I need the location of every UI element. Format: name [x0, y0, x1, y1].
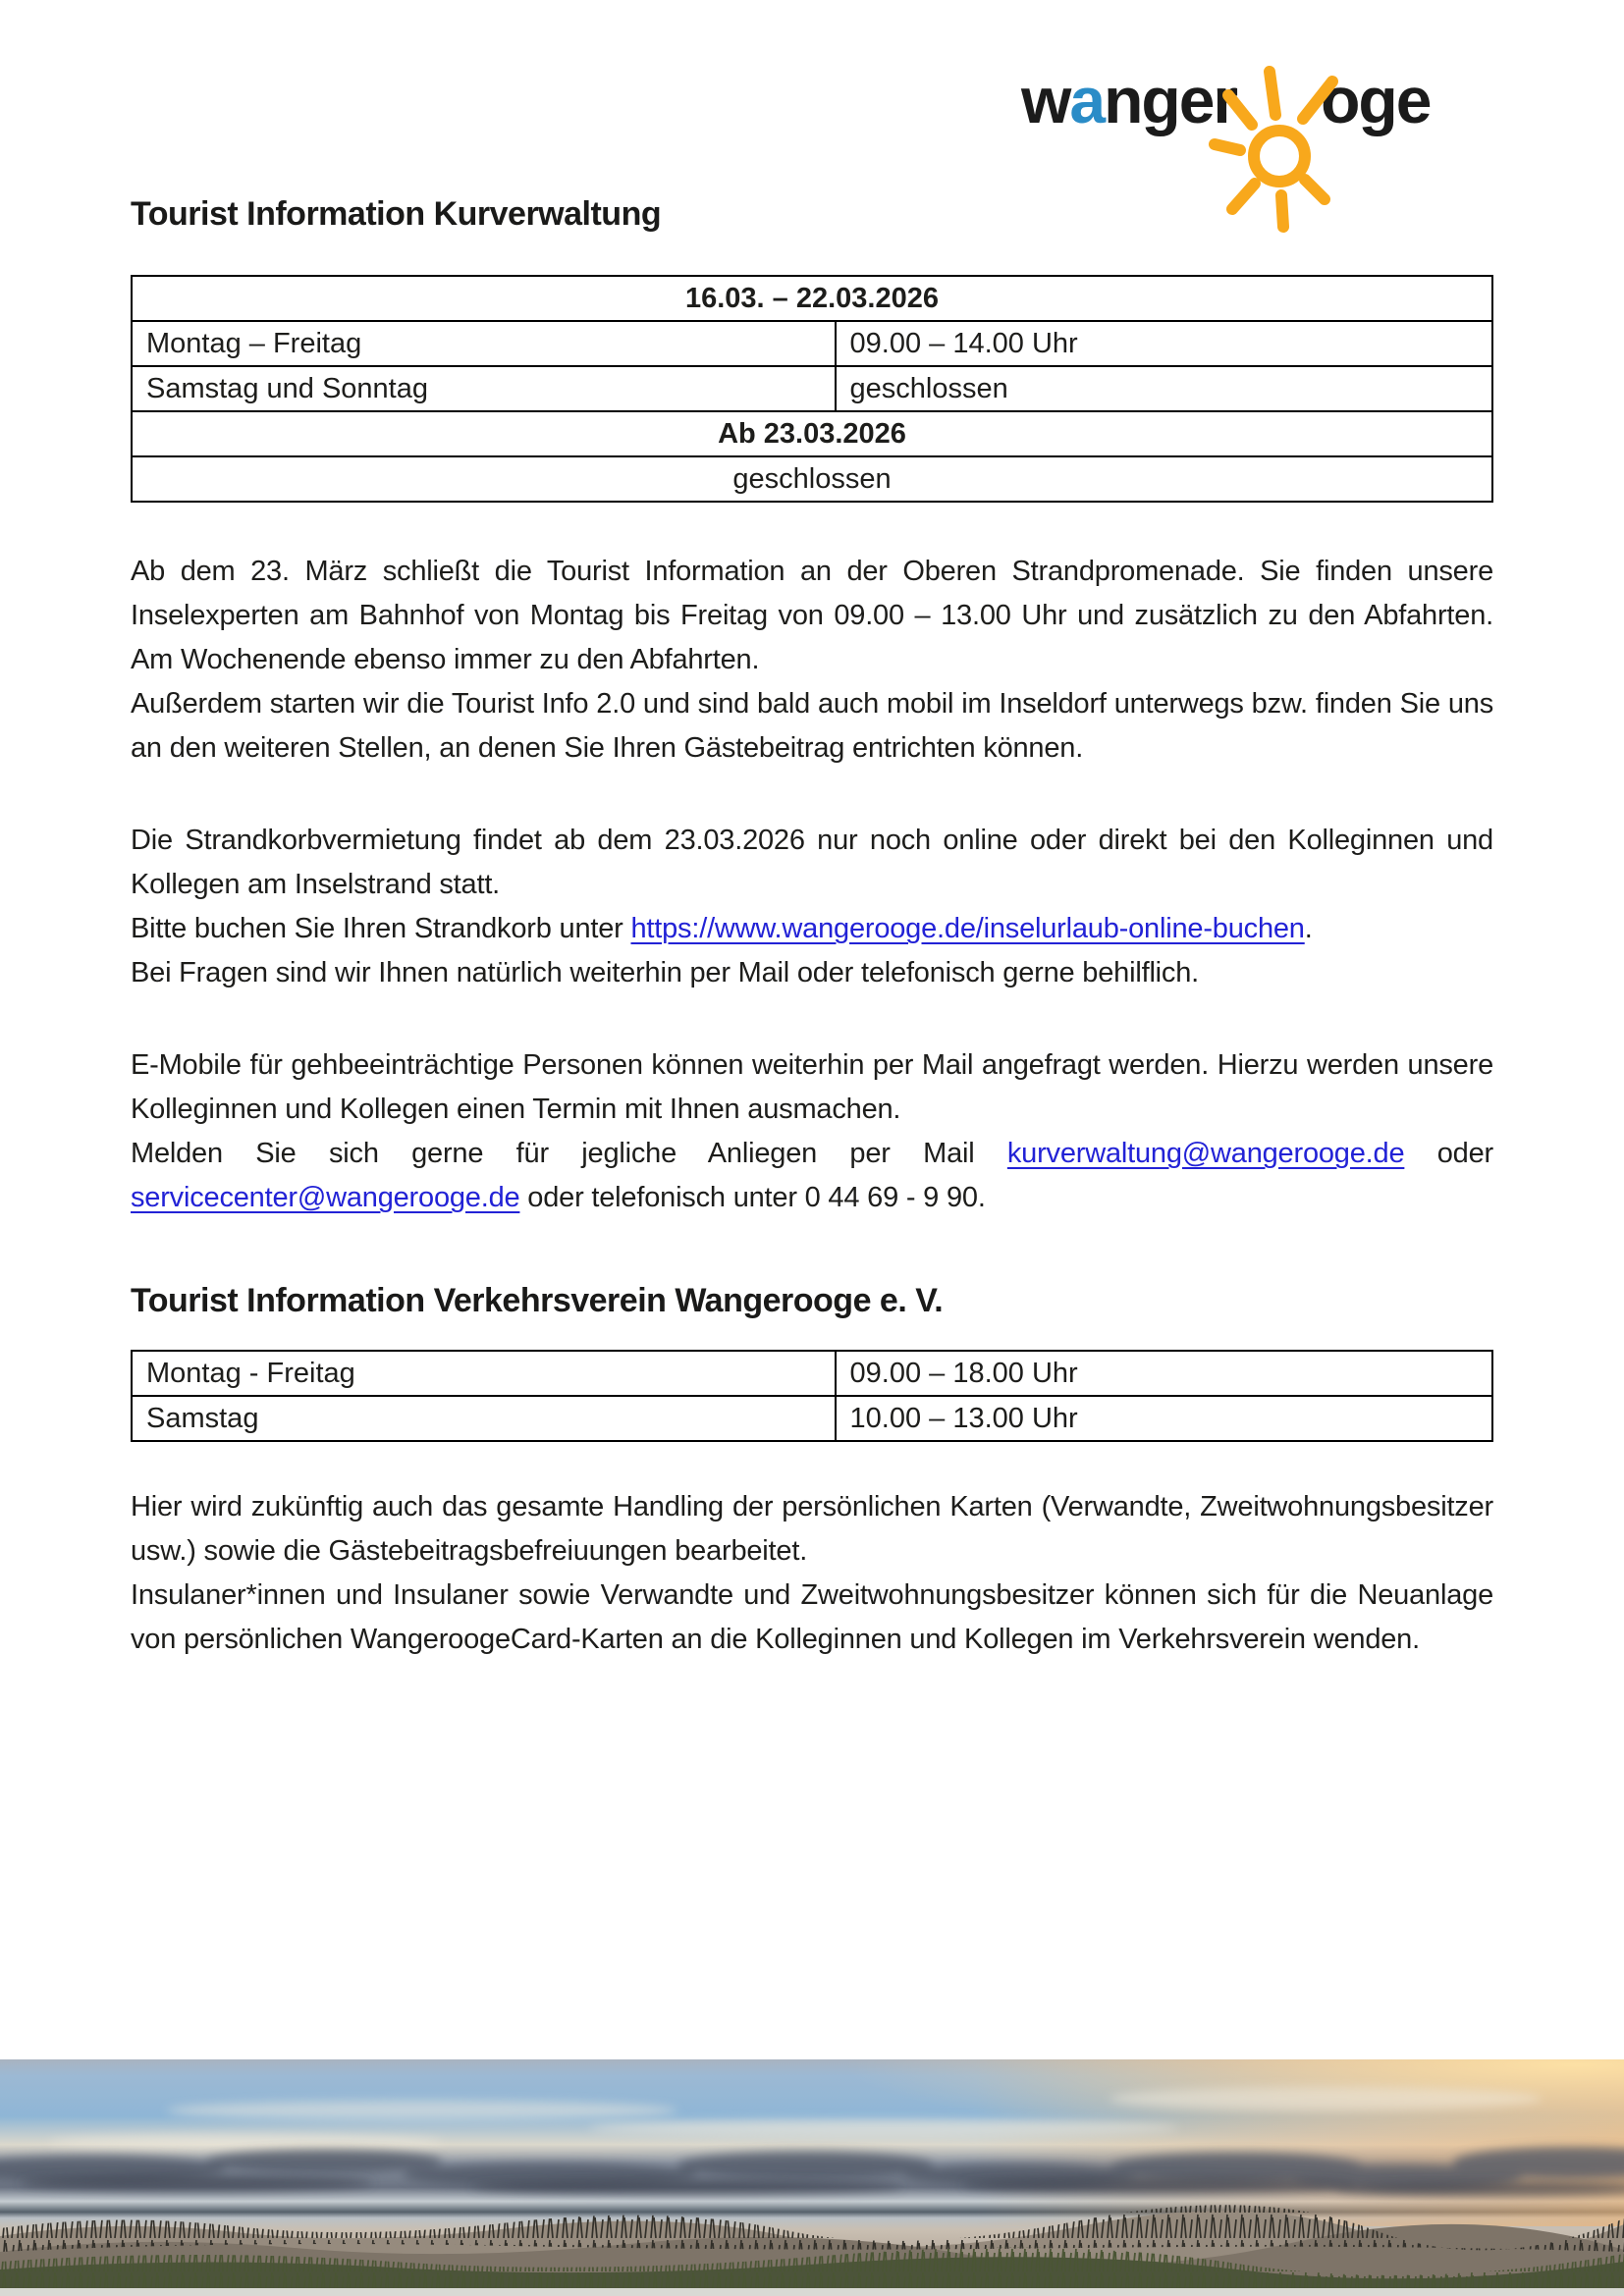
- paragraph: [131, 550, 1493, 771]
- email-link-kurverwaltung[interactable]: kurverwaltung@wangerooge.de: [1006, 1138, 1405, 1169]
- section1-paragraphs: [131, 550, 1493, 1220]
- hours-cell: 10.00 – 13.00 Uhr: [836, 1396, 1492, 1441]
- section2-paragraphs: [131, 1485, 1493, 1662]
- text-line: Melden Sie sich gerne für jegliche Anliegen per Mail kurverwaltung@wangerooge.de oder servicecenter@wangerooge.de oder telefonisch unter 0 44 69 - 9 90.: [131, 1138, 1493, 1213]
- beach-panorama-photo: [0, 2059, 1624, 2296]
- day-cell: Montag - Freitag: [132, 1351, 836, 1396]
- table-row: [132, 411, 1492, 456]
- opening-hours-table-verkehrsverein: [131, 1350, 1493, 1442]
- logo-letters: oge: [1321, 64, 1431, 136]
- day-cell: Montag – Freitag: [132, 321, 836, 366]
- hours-cell: 09.00 – 18.00 Uhr: [836, 1351, 1492, 1396]
- text-line: Ab dem 23. März schließt die Tourist Information an der Oberen Strandpromenade. Sie finden unsere Inselexperten am Bahnhof von Montag bis Freitag von 09.00 – 13.00 Uhr und zusätzlich zu den Abfahrten. Am Wochenende ebenso immer zu den Abfahrten.: [131, 556, 1493, 675]
- table-row: [132, 1396, 1492, 1441]
- text-line: E-Mobile für gehbeeinträchtige Personen können weiterhin per Mail angefragt werden. Hierzu werden unsere Kolleginnen und Kollegen einen Termin mit Ihnen ausmachen.: [131, 1049, 1493, 1125]
- paragraph: [131, 1485, 1493, 1662]
- section1-heading: Tourist Information Kurverwaltung: [131, 195, 662, 233]
- opening-hours-table-kurverwaltung: [131, 275, 1493, 503]
- table-row: [132, 1351, 1492, 1396]
- text-line: Bitte buchen Sie Ihren Strandkorb unter https://www.wangerooge.de/inselurlaub-online-buchen.: [131, 913, 1313, 944]
- email-link-servicecenter[interactable]: servicecenter@wangerooge.de: [131, 1182, 520, 1213]
- logo-letters: nger: [1104, 64, 1237, 136]
- paragraph: [131, 1043, 1493, 1220]
- day-cell: Samstag: [132, 1396, 836, 1441]
- text-line: Die Strandkorbvermietung findet ab dem 23.03.2026 nur noch online oder direkt bei den Kolleginnen und Kollegen am Inselstrand statt.: [131, 825, 1493, 900]
- closed-note: geschlossen: [132, 456, 1492, 502]
- section2-heading: Tourist Information Verkehrsverein Wangerooge e. V.: [131, 1282, 944, 1319]
- day-cell: Samstag und Sonntag: [132, 366, 836, 411]
- content-column: [131, 0, 1493, 1662]
- table-row: [132, 321, 1492, 366]
- hours-cell: 09.00 – 14.00 Uhr: [836, 321, 1492, 366]
- table-row: [132, 456, 1492, 502]
- section2: [131, 1281, 1493, 1662]
- text-line: Hier wird zukünftig auch das gesamte Handling der persönlichen Karten (Verwandte, Zweitwohnungsbesitzer usw.) sowie die Gästebeitragsbefreiuungen bearbeitet.: [131, 1491, 1493, 1567]
- date-range-header: 16.03. – 22.03.2026: [132, 276, 1492, 321]
- table-row: [132, 366, 1492, 411]
- text-line: Bei Fragen sind wir Ihnen natürlich weiterhin per Mail oder telefonisch gerne behilflich.: [131, 957, 1200, 988]
- table-row: [132, 276, 1492, 321]
- paragraph: [131, 819, 1493, 995]
- text-line: Insulaner*innen und Insulaner sowie Verwandte und Zweitwohnungsbesitzer können sich für die Neuanlage von persönlichen WangeroogeCard-Karten an die Kolleginnen und Kollegen im Verkehrsverein wenden.: [131, 1579, 1493, 1655]
- logo-letter: w: [1021, 64, 1070, 136]
- date-subheader: Ab 23.03.2026: [132, 411, 1492, 456]
- text-line: Außerdem starten wir die Tourist Info 2.0 und sind bald auch mobil im Inseldorf unterwegs bzw. finden Sie uns an den weiteren Stellen, an denen Sie Ihren Gästebeitrag entrichten können.: [131, 688, 1493, 764]
- booking-link[interactable]: https://www.wangerooge.de/inselurlaub-online-buchen: [630, 913, 1305, 944]
- logo-letter-a: a: [1069, 64, 1105, 136]
- hours-cell: geschlossen: [836, 366, 1492, 411]
